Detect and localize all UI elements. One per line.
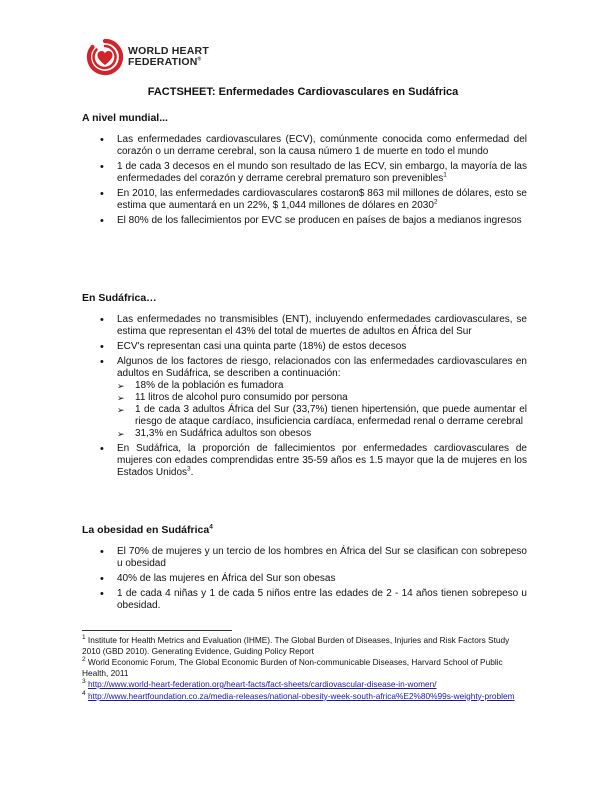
global-bullet-list [82, 134, 527, 227]
world-heart-federation-logo [86, 38, 246, 78]
list-item: • 1 de cada 3 decesos en el mundo son resultado de las ECV, sin embargo, la mayoría de las enfermedades del corazón y derrame cerebral prematuro son prevenibles$^1$ [82, 161, 527, 185]
south-africa-section [82, 292, 527, 482]
list-item: • Las enfermedades cardiovasculares (ECV), comúnmente conocida como enfermedad del corazón o un derrame cerebral, son la causa número 1 de muerte en todo el mundo [82, 134, 527, 158]
south-africa-bullet-list [82, 314, 527, 479]
obesity-bullet-list [82, 546, 527, 612]
obesity-section [82, 524, 527, 615]
sub-list-item: ➢ 31,3% en Sudáfrica adultos son obesos [117, 428, 527, 440]
organization-name [128, 46, 209, 68]
section-heading: La obesidad en Sudáfrica$^4$ [82, 523, 213, 536]
page-title: FACTSHEET: Enfermedades Cardiovasculares en Sudáfrica [147, 86, 459, 98]
org-name-line-1: WORLD HEART [128, 45, 209, 57]
footnote: $^1$ Institute for Health Metrics and Evaluation (IHME). The Global Burden of Diseases, Injuries and Risk Factors Study 2010 (GBD 2010). Generating Evidence, Guiding Policy Report [82, 634, 510, 656]
footnote: $^4$ http://www.heartfoundation.co.za/media-releases/national-obesity-week-south-africa%E2%80%99s-weighty-problem [82, 689, 515, 701]
sub-list-item: ➢ 1 de cada 3 adultos África del Sur (33,7%) tienen hipertensión, que puede aumentar el riesgo de ataque cardíaco, insuficiencia cardíaca, enfermedad renal o derrame cerebral [117, 404, 527, 428]
footnote: $^3$ http://www.world-heart-federation.org/heart-facts/fact-sheets/cardiovascular-disease-in-women/ [82, 678, 437, 689]
footnote-link[interactable]: http://www.world-heart-federation.org/heart-facts/fact-sheets/cardiovascular-disease-in-women/ [87, 679, 437, 689]
footnotes [82, 635, 527, 702]
risk-factor-sublist [117, 380, 527, 440]
sub-list-item: ➢ 11 litros de alcohol puro consumido por persona [117, 392, 527, 404]
heart-ring-icon [86, 38, 124, 76]
list-item: • 40% de las mujeres en África del Sur son obesas [82, 573, 527, 585]
footnote-link[interactable]: http://www.heartfoundation.co.za/media-releases/national-obesity-week-south-africa%E2%80%99s-weighty-problem [87, 690, 515, 701]
list-item: • En 2010, las enfermedades cardiovasculares costaron$ 863 mil millones de dólares, esto se estima que aumentará en un 22%, $ 1,044 millones de dólares en 2030$^2$ [82, 188, 527, 212]
global-section [82, 112, 527, 230]
section-heading: En Sudáfrica… [82, 292, 157, 304]
sub-list-item: ➢ 18% de la población es fumadora [117, 380, 527, 392]
list-item: • El 80% de los fallecimientos por EVC se producen en países de bajos a medianos ingresos [82, 215, 527, 227]
org-name-line-2: FEDERATION® [128, 56, 202, 68]
footnote-divider [82, 630, 232, 631]
footnote: $^2$ World Economic Forum, The Global Economic Burden of Non-communicable Diseases, Harvard School of Public Health, 2011 [82, 656, 503, 678]
list-item: • Algunos de los factores de riesgo, relacionados con las enfermedades cardiovasculares en adultos en Sudáfrica, se describen a continuación: ➢ 18% de la población es fumadora ➢ 11 litros de alcohol puro consumido por persona ➢ 1 de cada 3 adultos África del Sur (33,7%) tienen hipertensión, que puede aumentar el riesgo de ataque cardíaco, insuficiencia cardíaca, enfermedad renal o derrame cerebral ➢ 31,3% en Sudáfrica adultos son obesos [82, 356, 527, 440]
list-item: • El 70% de mujeres y un tercio de los hombres en África del Sur se clasifican con sobrepeso u obesidad [82, 546, 527, 570]
list-item: • En Sudáfrica, la proporción de fallecimientos por enfermedades cardiovasculares de mujeres con edades comprendidas entre 35-59 años es 1.5 mayor que la de mujeres en los Estados Unidos$^3$. [82, 443, 527, 479]
section-heading: A nivel mundial... [82, 112, 168, 124]
list-item: • ECV's representan casi una quinta parte (18%) de estos decesos [82, 341, 527, 353]
list-item: • 1 de cada 4 niñas y 1 de cada 5 niños entre las edades de 2 - 14 años tienen sobrepeso u obesidad. [82, 588, 527, 612]
list-item: • Las enfermedades no transmisibles (ENT), incluyendo enfermedades cardiovasculares, se estima que representan el 43% del total de muertes de adultos en África del Sur [82, 314, 527, 338]
